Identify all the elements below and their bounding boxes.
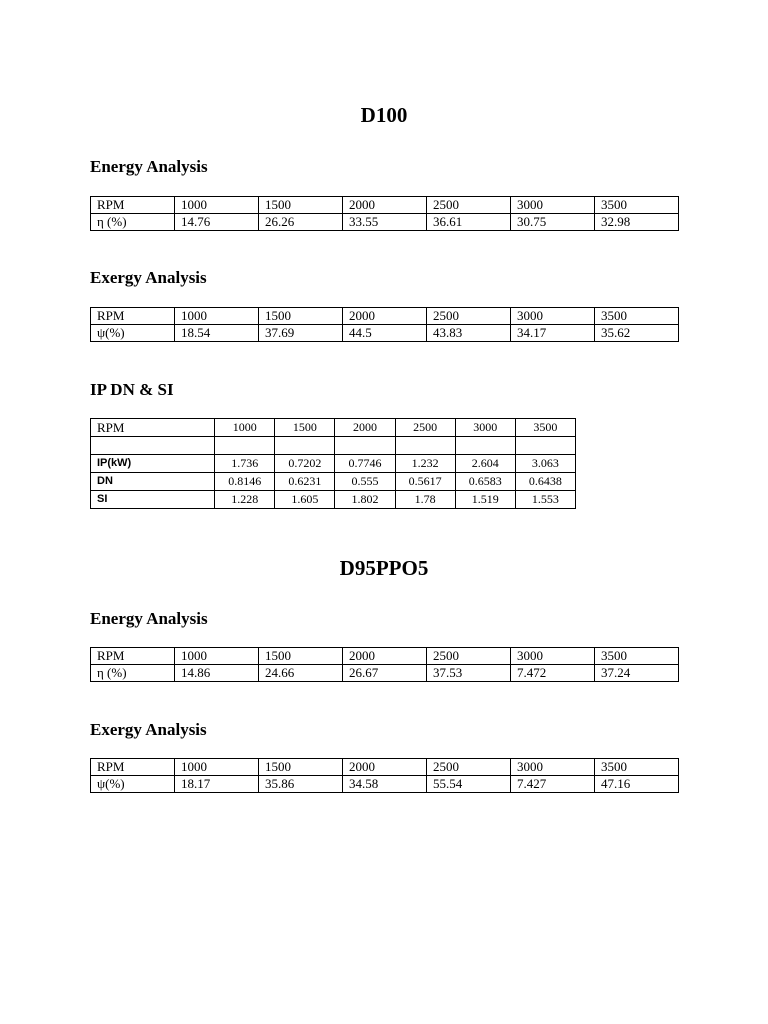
table-cell: 2.604 (455, 455, 515, 473)
table-cell: 1500 (259, 197, 343, 214)
table-cell: 2000 (335, 419, 395, 437)
table-row (91, 214, 679, 231)
table-cell: 2500 (427, 197, 511, 214)
table-cell: RPM (91, 419, 215, 437)
table-cell: 3000 (511, 648, 595, 665)
table-cell: 34.17 (511, 325, 595, 342)
table-cell: 1000 (175, 197, 259, 214)
table-cell (455, 437, 515, 455)
table-header-row (91, 648, 679, 665)
table-cell: 0.8146 (215, 473, 275, 491)
table-cell: 2000 (343, 308, 427, 325)
table-cell: 1000 (175, 759, 259, 776)
table-cell: 1.228 (215, 491, 275, 509)
table-cell: 26.26 (259, 214, 343, 231)
table-cell (215, 437, 275, 455)
table-header-row (91, 308, 679, 325)
table-cell: 7.472 (511, 665, 595, 682)
table-cell: 37.69 (259, 325, 343, 342)
energy-analysis-heading: Energy Analysis (90, 157, 208, 176)
table-cell: RPM (91, 197, 175, 214)
table-cell: 0.555 (335, 473, 395, 491)
table-row (91, 455, 576, 473)
table-cell: 18.54 (175, 325, 259, 342)
table-cell: 47.16 (595, 776, 679, 793)
table-cell: 1000 (175, 308, 259, 325)
table-cell: 3500 (595, 308, 679, 325)
table-cell: 0.6438 (515, 473, 575, 491)
table-cell: 1.802 (335, 491, 395, 509)
table-cell: 3.063 (515, 455, 575, 473)
table-cell: 3500 (515, 419, 575, 437)
energy-table-d95ppo5 (90, 647, 679, 682)
table-cell: 3500 (595, 197, 679, 214)
table-cell: 0.7746 (335, 455, 395, 473)
table-cell: RPM (91, 648, 175, 665)
table-cell: 14.76 (175, 214, 259, 231)
section-title-d100: D100 (360, 103, 408, 127)
table-cell: 2000 (343, 197, 427, 214)
table-cell: 1.736 (215, 455, 275, 473)
table-cell: 37.53 (427, 665, 511, 682)
table-cell: 3000 (511, 197, 595, 214)
table-cell: 0.7202 (275, 455, 335, 473)
table-cell: ψ(%) (91, 776, 175, 793)
table-header-row (91, 419, 576, 437)
table-cell: 1.232 (395, 455, 455, 473)
table-cell: 55.54 (427, 776, 511, 793)
table-cell: 0.6583 (455, 473, 515, 491)
table-cell: 2500 (427, 308, 511, 325)
table-cell: 3000 (455, 419, 515, 437)
table-cell (275, 437, 335, 455)
table-cell (515, 437, 575, 455)
table-row (91, 325, 679, 342)
table-cell: 0.5617 (395, 473, 455, 491)
table-cell: 1.553 (515, 491, 575, 509)
table-cell: 26.67 (343, 665, 427, 682)
table-cell: 37.24 (595, 665, 679, 682)
table-cell: η (%) (91, 214, 175, 231)
table-cell: 2500 (395, 419, 455, 437)
table-cell: 7.427 (511, 776, 595, 793)
table-empty-row (91, 437, 576, 455)
table-cell: 3000 (511, 308, 595, 325)
table-header-row (91, 759, 679, 776)
table-cell: 1000 (175, 648, 259, 665)
exergy-table-d95ppo5 (90, 758, 679, 793)
table-row (91, 473, 576, 491)
table-cell: 34.58 (343, 776, 427, 793)
exergy-analysis-heading: Exergy Analysis (90, 268, 207, 287)
table-cell: 1500 (259, 648, 343, 665)
table-cell: η (%) (91, 665, 175, 682)
table-cell: 2500 (427, 648, 511, 665)
table-cell: 3500 (595, 648, 679, 665)
energy-table-d100 (90, 196, 679, 231)
table-cell: 18.17 (175, 776, 259, 793)
table-cell: 33.55 (343, 214, 427, 231)
table-cell: RPM (91, 308, 175, 325)
table-cell: 36.61 (427, 214, 511, 231)
table-cell (335, 437, 395, 455)
table-cell: IP(kW) (91, 455, 215, 473)
table-row (91, 776, 679, 793)
table-cell: 35.62 (595, 325, 679, 342)
table-cell: 2000 (343, 759, 427, 776)
table-cell: 1500 (275, 419, 335, 437)
table-row (91, 665, 679, 682)
table-cell: 1.519 (455, 491, 515, 509)
table-cell: ψ(%) (91, 325, 175, 342)
table-cell: 2500 (427, 759, 511, 776)
table-cell: 1.78 (395, 491, 455, 509)
table-cell (395, 437, 455, 455)
exergy-table-d100 (90, 307, 679, 342)
table-cell: 3000 (511, 759, 595, 776)
table-cell: 44.5 (343, 325, 427, 342)
energy-analysis-heading: Energy Analysis (90, 609, 208, 628)
section-title-d95ppo5: D95PPO5 (339, 556, 429, 580)
ip-dn-si-table (90, 418, 576, 509)
table-cell: 32.98 (595, 214, 679, 231)
table-cell (91, 437, 215, 455)
table-header-row (91, 197, 679, 214)
table-cell: 1500 (259, 308, 343, 325)
table-cell: 24.66 (259, 665, 343, 682)
table-cell: 1500 (259, 759, 343, 776)
table-cell: 1.605 (275, 491, 335, 509)
table-cell: 43.83 (427, 325, 511, 342)
table-row (91, 491, 576, 509)
table-cell: 1000 (215, 419, 275, 437)
table-cell: 35.86 (259, 776, 343, 793)
ip-dn-si-heading: IP DN & SI (90, 380, 174, 399)
table-cell: DN (91, 473, 215, 491)
table-cell: 3500 (595, 759, 679, 776)
table-cell: RPM (91, 759, 175, 776)
table-cell: SI (91, 491, 215, 509)
table-cell: 30.75 (511, 214, 595, 231)
table-cell: 14.86 (175, 665, 259, 682)
exergy-analysis-heading: Exergy Analysis (90, 720, 207, 739)
table-cell: 0.6231 (275, 473, 335, 491)
table-cell: 2000 (343, 648, 427, 665)
